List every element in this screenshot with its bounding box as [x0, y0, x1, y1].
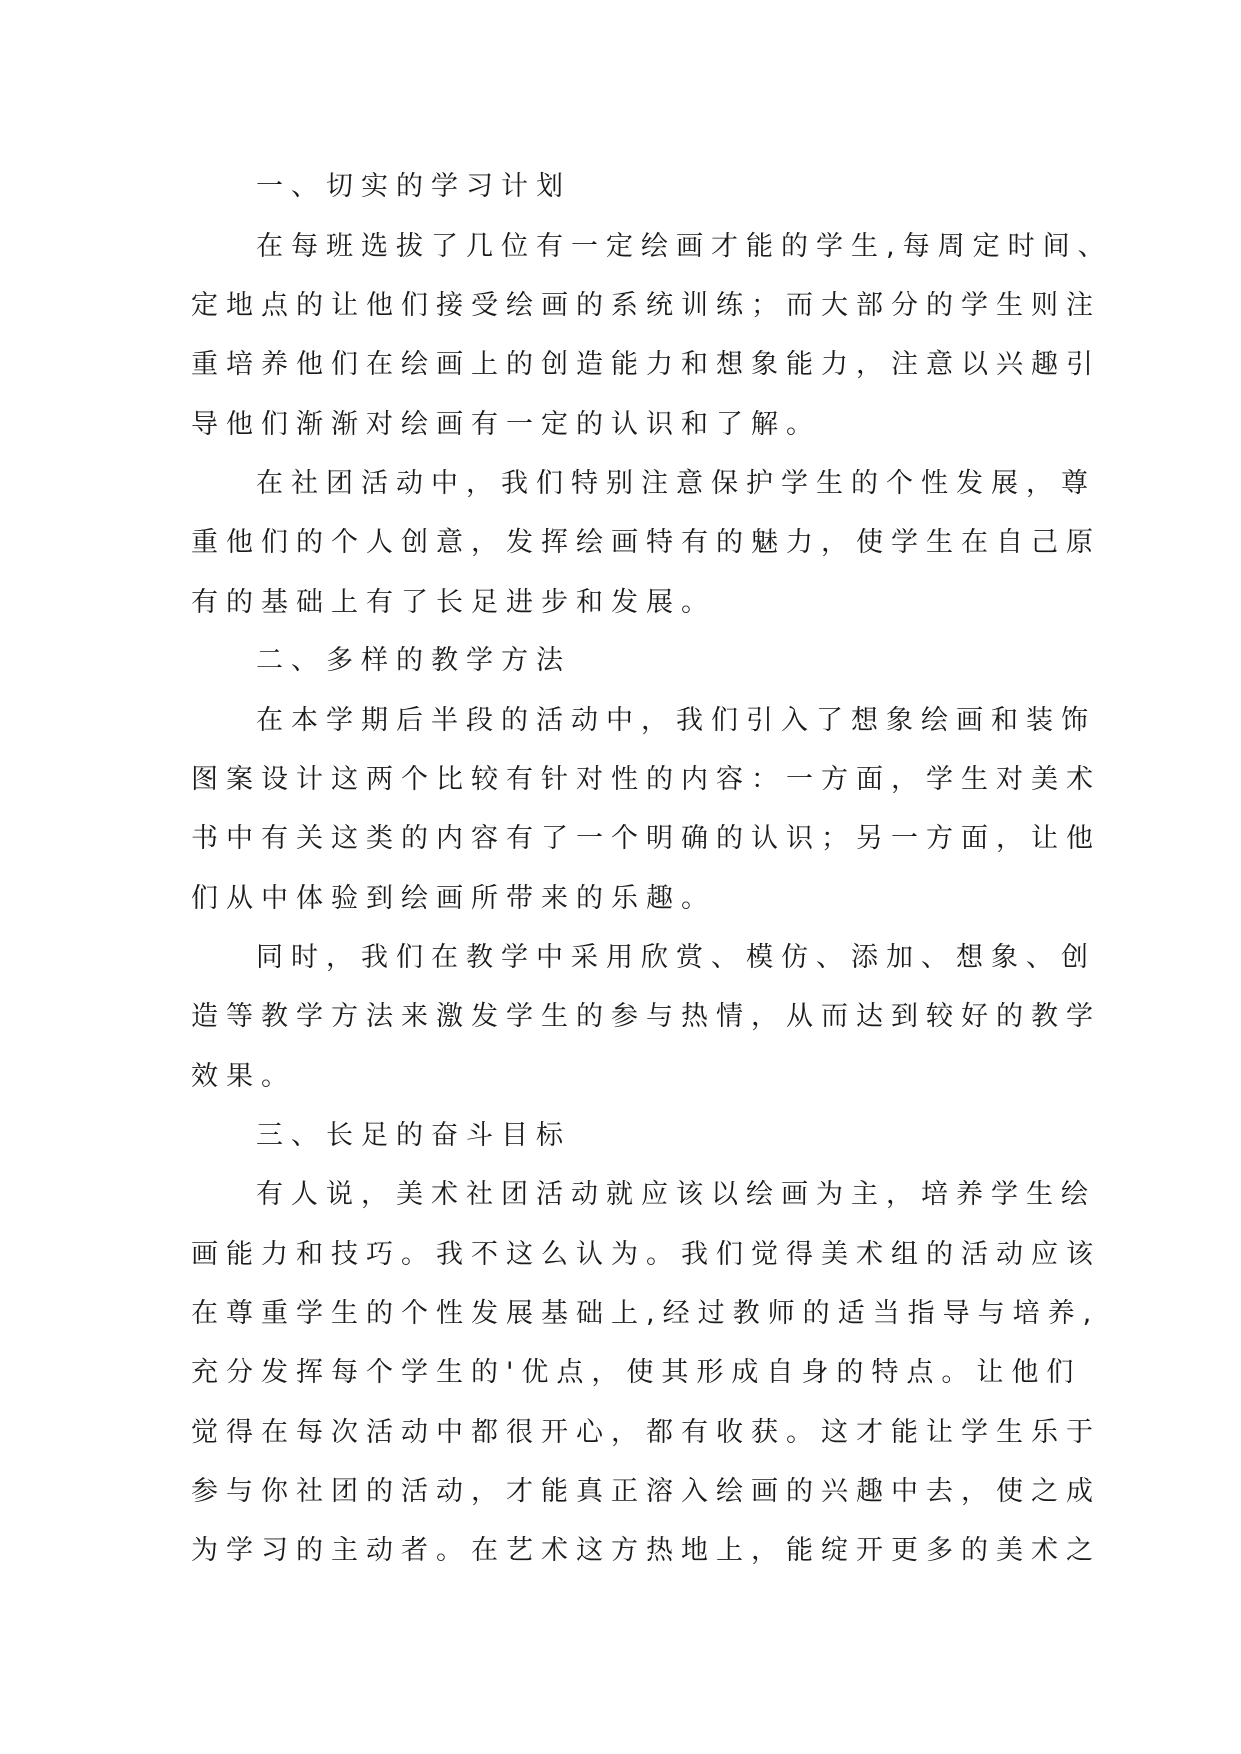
- paragraph-line: 参与你社团的活动，才能真正溶入绘画的兴趣中去，使之成: [191, 1476, 1101, 1507]
- section-heading-2: 二、多样的教学方法: [256, 645, 571, 676]
- paragraph-line: 导他们渐渐对绘画有一定的认识和了解。: [191, 409, 821, 440]
- paragraph-line: 有的基础上有了长足进步和发展。: [191, 587, 716, 618]
- paragraph-line: 们从中体验到绘画所带来的乐趣。: [191, 883, 716, 914]
- paragraph-line: 重培养他们在绘画上的创造能力和想象能力，注意以兴趣引: [191, 349, 1101, 380]
- paragraph-line: 定地点的让他们接受绘画的系统训练；而大部分的学生则注: [191, 290, 1101, 321]
- paragraph-line: 造等教学方法来激发学生的参与热情，从而达到较好的教学: [191, 1001, 1101, 1032]
- paragraph-line: 在社团活动中，我们特别注意保护学生的个性发展，尊: [256, 468, 1096, 499]
- paragraph-line: 效果。: [191, 1061, 296, 1092]
- section-heading-1: 一、切实的学习计划: [256, 171, 571, 202]
- paragraph-line: 重他们的个人创意，发挥绘画特有的魅力，使学生在自己原: [191, 527, 1101, 558]
- paragraph-line: 书中有关这类的内容有了一个明确的认识；另一方面，让他: [191, 823, 1101, 854]
- paragraph-line: 同时，我们在教学中采用欣赏、模仿、添加、想象、创: [256, 942, 1096, 973]
- paragraph-line: 在尊重学生的个性发展基础上,经过教师的适当指导与培养,: [191, 1298, 1100, 1329]
- paragraph-line: 充分发挥每个学生的'优点，使其形成自身的特点。让他们: [191, 1357, 1082, 1388]
- paragraph-line: 在本学期后半段的活动中，我们引入了想象绘画和装饰: [256, 705, 1096, 736]
- paragraph-line: 画能力和技巧。我不这么认为。我们觉得美术组的活动应该: [191, 1239, 1101, 1270]
- paragraph-line: 觉得在每次活动中都很开心，都有收获。这才能让学生乐于: [191, 1417, 1101, 1448]
- paragraph-line: 在每班选拔了几位有一定绘画才能的学生,每周定时间、: [256, 231, 1113, 262]
- paragraph-line: 有人说，美术社团活动就应该以绘画为主，培养学生绘: [256, 1179, 1096, 1210]
- section-heading-3: 三、长足的奋斗目标: [256, 1120, 571, 1151]
- paragraph-line: 为学习的主动者。在艺术这方热地上，能绽开更多的美术之: [191, 1535, 1101, 1566]
- paragraph-line: 图案设计这两个比较有针对性的内容：一方面，学生对美术: [191, 764, 1101, 795]
